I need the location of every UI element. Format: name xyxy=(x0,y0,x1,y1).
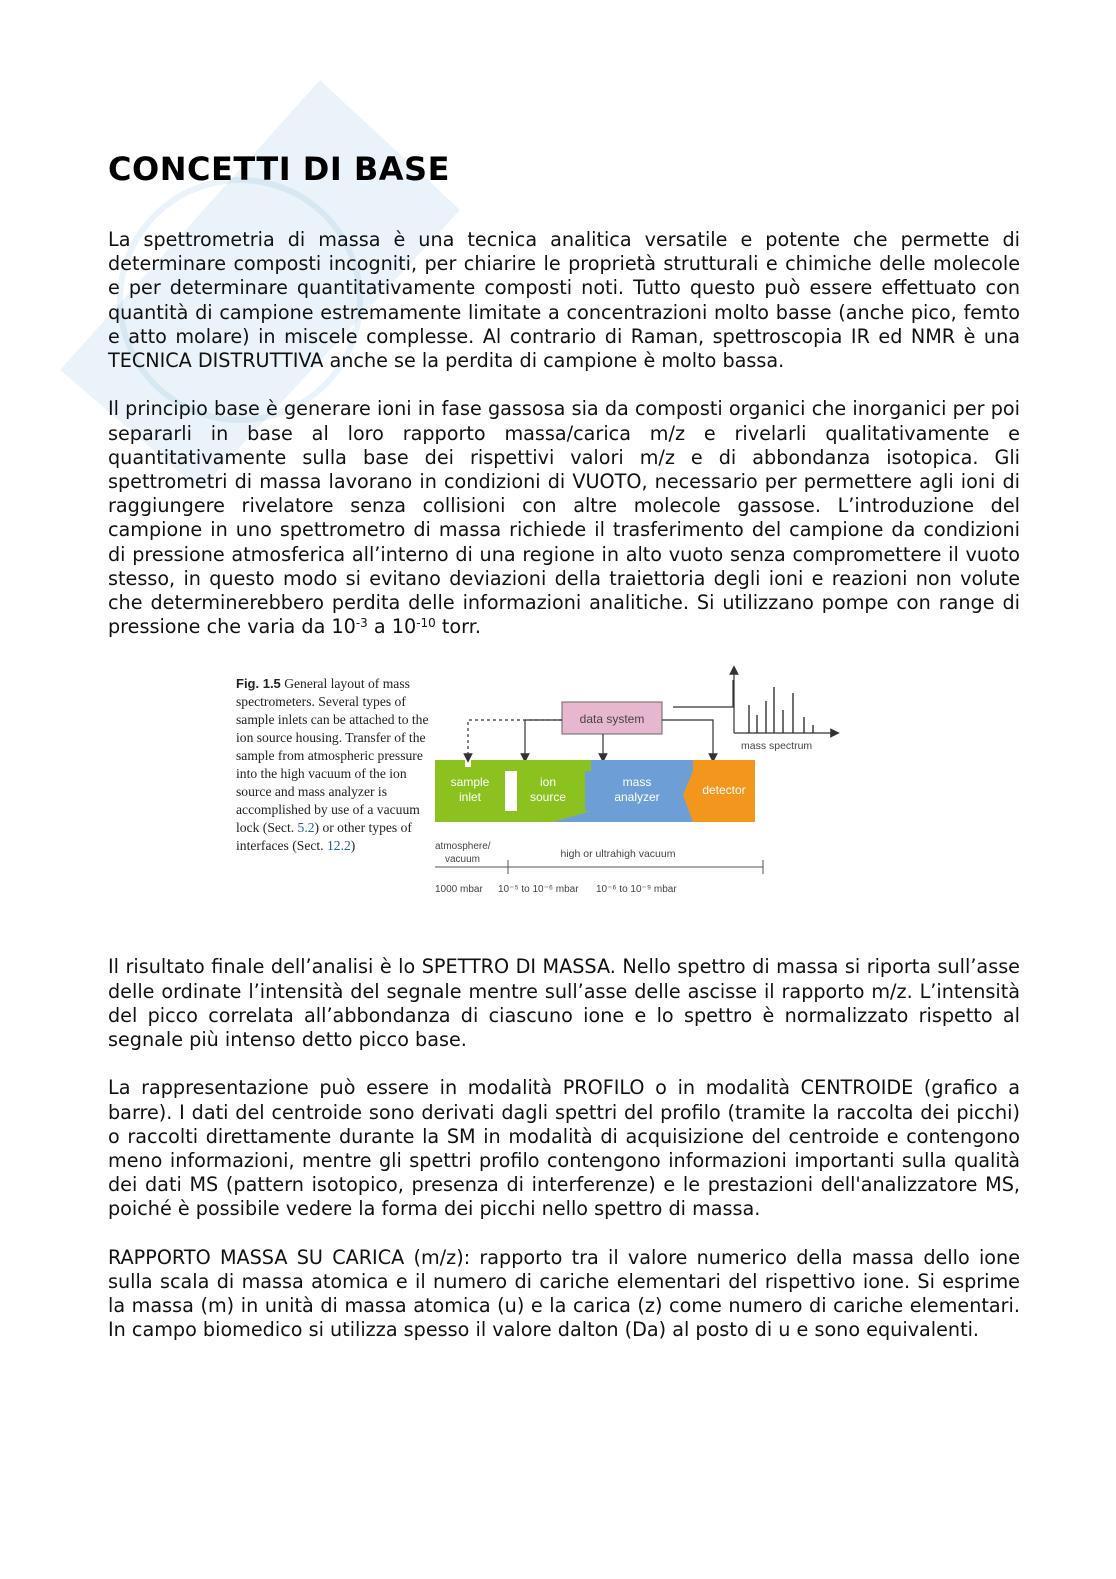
ion-source-label-2: source xyxy=(529,790,567,805)
data-system-label: data system xyxy=(579,712,645,727)
ion-source-label-1: ion xyxy=(539,775,557,790)
figure-caption xyxy=(236,675,436,855)
paragraph-spectrum: Il risultato finale dell’analisi è lo SPETTRO DI MASSA. Nello spettro di massa si riporta sull’asse delle ordinate l’intensità del segnale mentre sull’asse delle ascisse il rapporto m/z. L’intensità del picco correlata all’abbondanza di ciascuno ione e lo spettro è normalizzato rispetto al segnale più intenso detto picco base. xyxy=(108,955,1020,1052)
figure-label: Fig. 1.5 xyxy=(236,676,281,692)
caption-ref-1: 5.2 xyxy=(297,820,315,836)
exponent-2: -10 xyxy=(416,616,436,631)
mass-analyzer-label-1: mass xyxy=(622,775,652,790)
high-vacuum-label: high or ultrahigh vacuum xyxy=(560,848,676,861)
principle-end: torr. xyxy=(435,615,481,639)
paragraph-mz-ratio: RAPPORTO MASSA SU CARICA (m/z): rapporto tra il valore numerico della massa dello ione sulla scala di massa atomica e il numero di cariche elementari del rispettivo ione. Si esprime la massa (m) in unità di massa atomica (u) e la carica (z) come numero di cariche elementari. In campo biomedico si utilizza spesso il valore dalton (Da) al posto di u e sono equivalenti. xyxy=(108,1245,1020,1342)
caption-ref-2: 12.2 xyxy=(326,838,351,854)
atmosphere-label-1: atmosphere/ xyxy=(435,841,491,853)
pressure-source: 10⁻⁵ to 10⁻⁶ mbar xyxy=(498,884,579,896)
principle-mid: a 10 xyxy=(367,615,417,639)
paragraph-representation: La rappresentazione può essere in modalità PROFILO o in modalità CENTROIDE (grafico a barre). I dati del centroide sono derivati dagli spettri del profilo (tramite la raccolta dei picchi) o raccolti direttamente durante la SM in modalità di acquisizione del centroide e contengono meno informazioni, mentre gli spettri profilo contengono informazioni importanti sulla qualità dei dati MS (pattern isotopico, presenza di interferenze) e le prestazioni dell'analizzatore MS, poiché è possibile vedere la forma dei picchi nello spettro di massa. xyxy=(108,1076,1020,1221)
mass-spectrum-label: mass spectrum xyxy=(741,740,813,753)
caption-text-b: ) or other types of interfaces (Sect. xyxy=(236,820,412,854)
spectrum-peaks xyxy=(749,687,813,733)
dashed-connector xyxy=(468,720,562,758)
paragraph-principle xyxy=(108,397,1020,639)
paragraph-intro: La spettrometria di massa è una tecnica analitica versatile e potente che permette di determinare composti incogniti, per chiarire le proprietà strutturali e chimiche delle molecole e per determinare quantitativamente composti noti. Tutto questo può essere effettuato con quantità di campione estremamente limitate a concentrazioni molto basse (anche pico, femto e atto molare) in miscele complesse. Al contrario di Raman, spettroscopia IR ed NMR è una TECNICA DISTRUTTIVA anche se la perdita di campione è molto bassa. xyxy=(108,228,1020,373)
atmosphere-label-2: vacuum xyxy=(445,854,481,866)
line-to-spectrum xyxy=(673,680,733,707)
pressure-atm: 1000 mbar xyxy=(435,884,483,896)
arrow-detector xyxy=(662,720,713,758)
exponent-1: -3 xyxy=(355,616,368,631)
document-body xyxy=(108,150,1020,1343)
sample-inlet-label-2: inlet xyxy=(458,790,482,805)
mass-spectrometer-diagram xyxy=(433,665,873,915)
page-title: CONCETTI DI BASE xyxy=(108,150,450,188)
pressure-analyzer: 10⁻⁶ to 10⁻⁹ mbar xyxy=(596,884,677,896)
sample-inlet-label-1: sample xyxy=(450,775,490,790)
detector-label: detector xyxy=(702,783,746,798)
mass-analyzer-label-2: analyzer xyxy=(614,790,660,805)
figure-mass-spectrometer xyxy=(108,665,1020,955)
caption-text-a: General layout of mass spectrometers. Several types of sample inlets can be attached to the ion source housing. Transfer of the sample from atmospheric pressure into the high vacuum of the ion source and mass analyzer is accomplished by use of a vacuum lock (Sect. xyxy=(236,676,429,836)
caption-text-c: ) xyxy=(350,838,356,854)
principle-text: Il principio base è generare ioni in fase gassosa sia da composti organici che inorganici per poi separarli in base al loro rapporto massa/carica m/z e rivelarli qualitativamente e quantitativamente sulla base dei rispettivi valori m/z e di abbondanza isotopica. Gli spettrometri di massa lavorano in condizioni di VUOTO, necessario per permettere agli ioni di raggiungere rivelatore senza collisioni con altre molecole gassose. L’introduzione del campione in uno spettrometro di massa richiede il trasferimento del campione da condizioni di pressione atmosferica all’interno di una regione in alto vuoto senza compromettere il vuoto stesso, in questo modo si evitano deviazioni della traiettoria degli ioni e reazioni non volute che determinerebbero perdita delle informazioni analitiche. Si utilizzano pompe con range di pressione che varia da 10 xyxy=(108,397,1020,639)
